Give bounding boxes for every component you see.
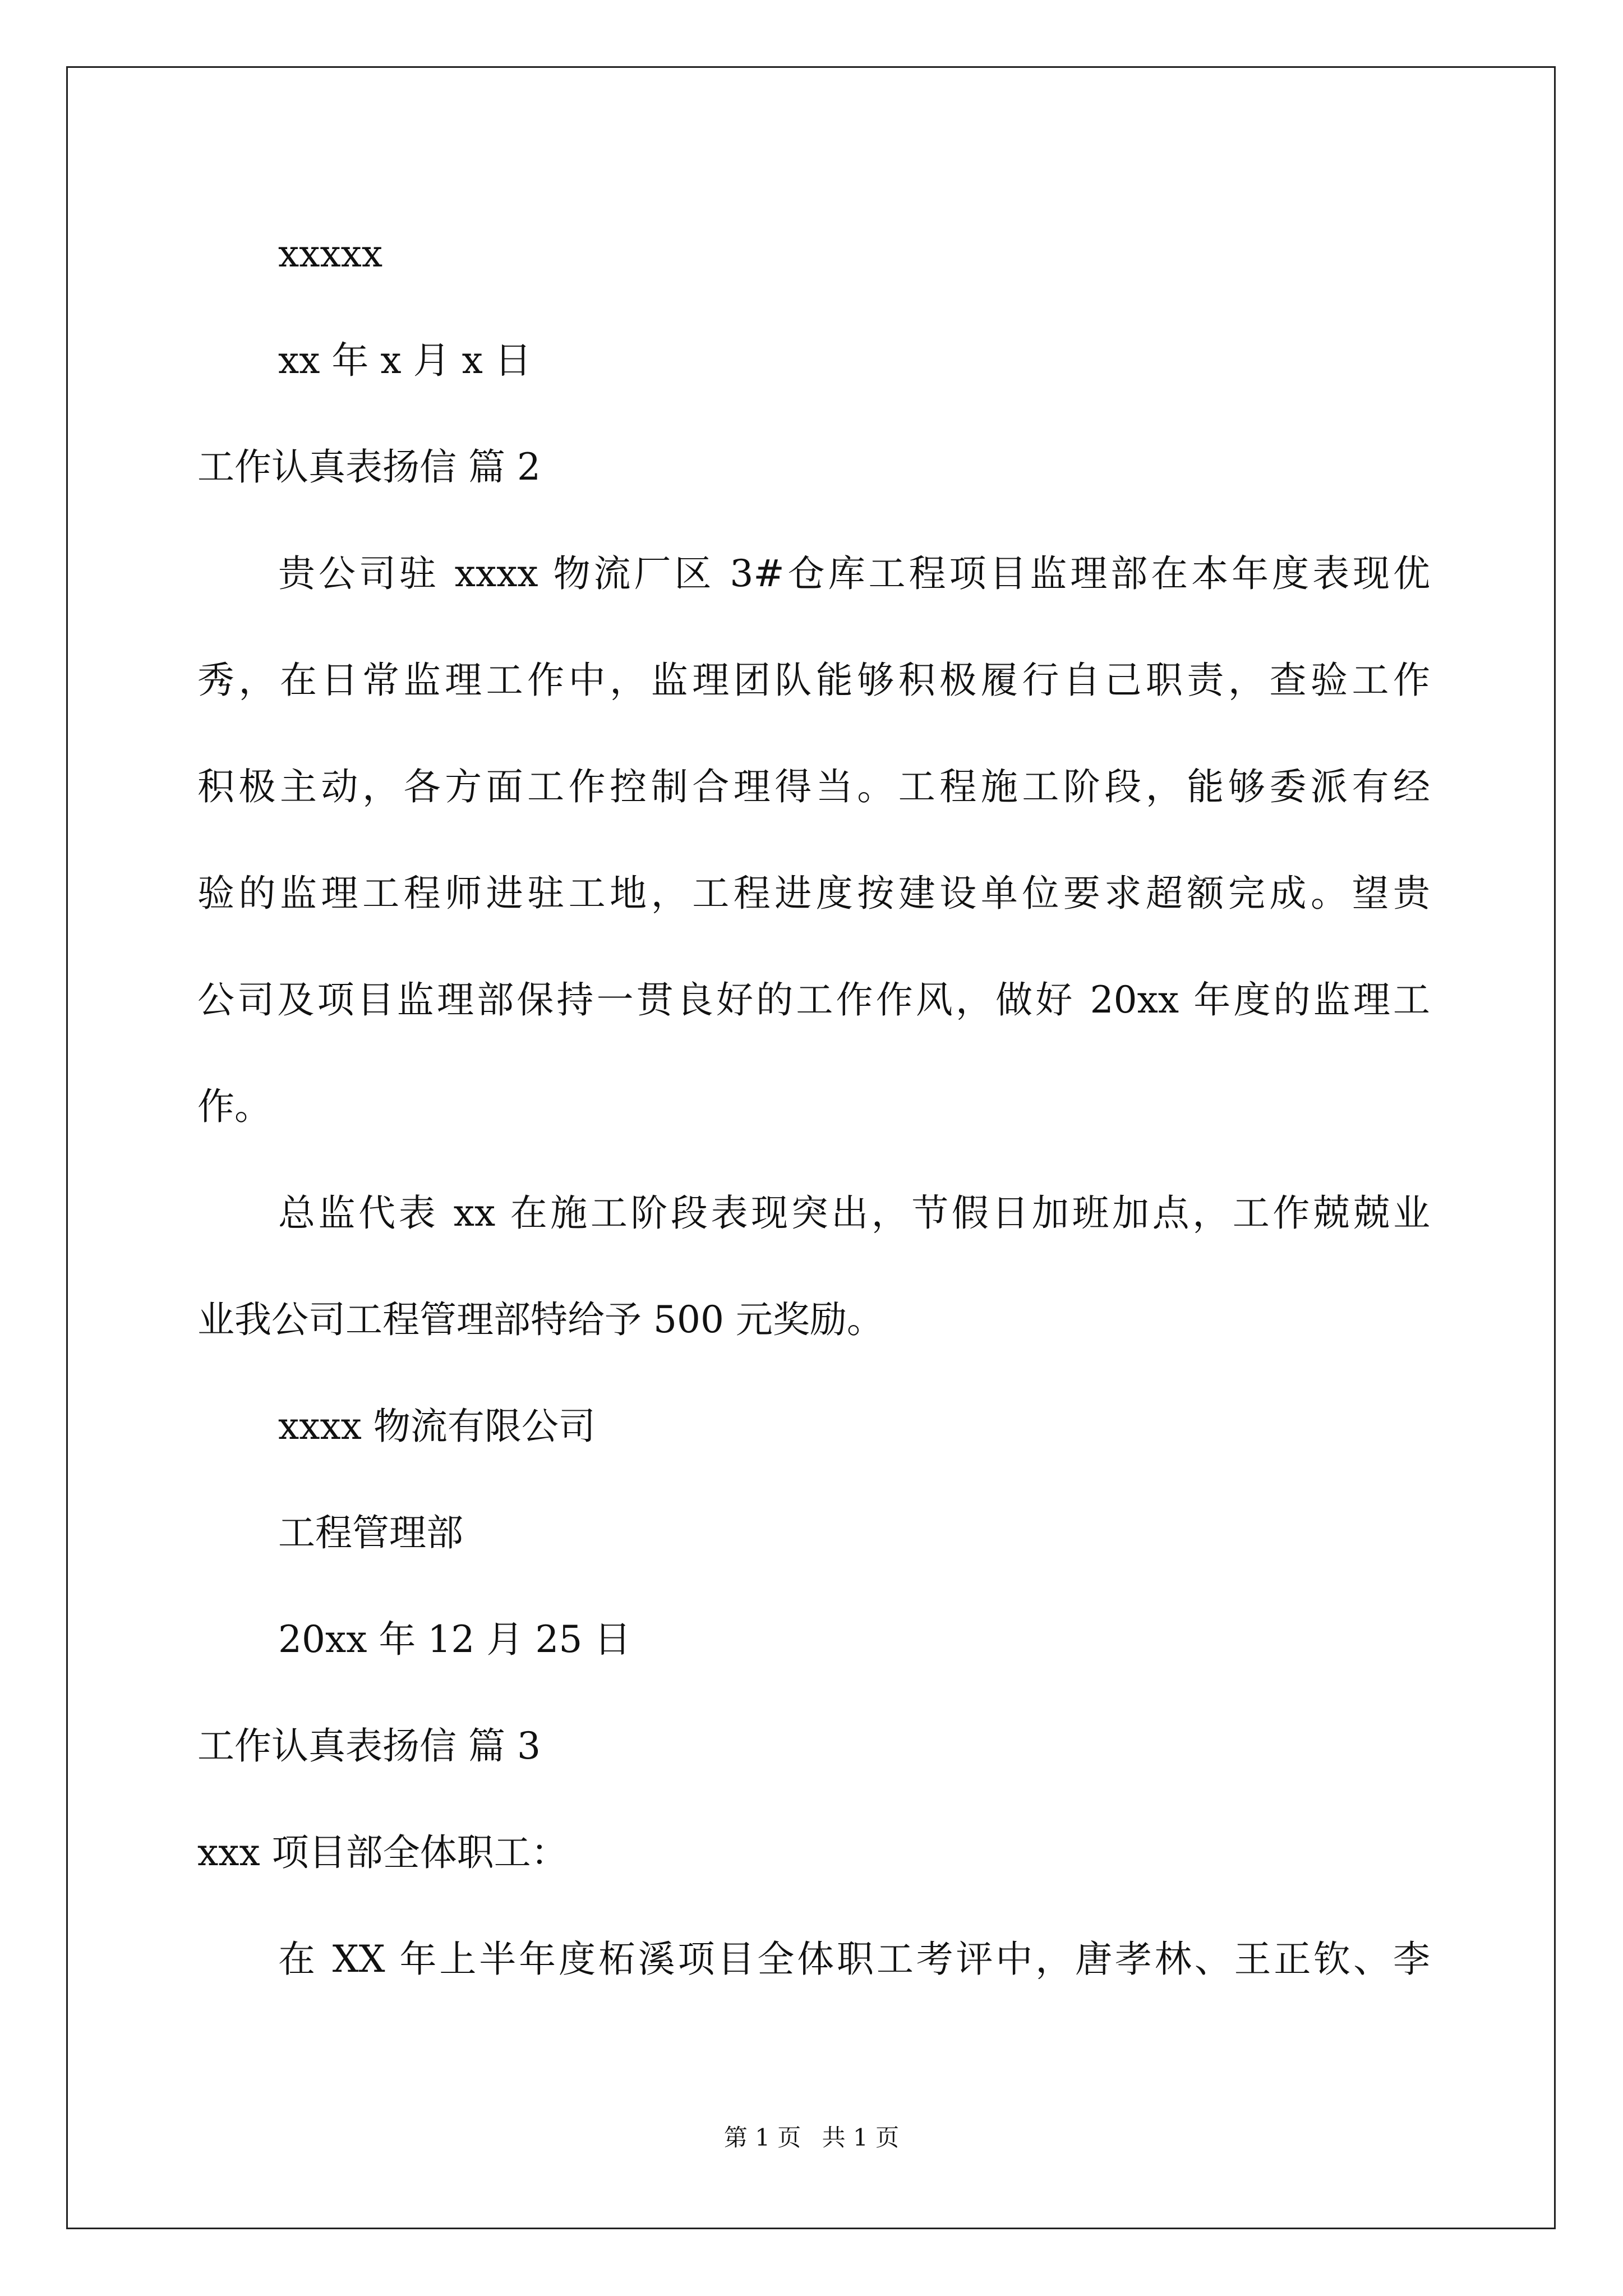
page-current: 第 1 页 [723, 2124, 801, 2151]
letter1-signature: xxxxx [278, 232, 383, 275]
letter3-para1-line: 在 XX 年上半年度柘溪项目全体职工考评中，唐孝林、王正钦、李 [278, 1938, 1430, 1981]
letter2-signature-dept: 工程管理部 [278, 1511, 463, 1554]
letter3-heading: 工作认真表扬信 篇 3 [197, 1724, 541, 1768]
letter2-signature-company: xxxx 物流有限公司 [278, 1405, 596, 1448]
letter3-salutation: xxx 项目部全体职工： [197, 1831, 568, 1874]
page-border [66, 66, 1556, 2229]
letter1-date: xx 年 x 月 x 日 [278, 339, 532, 382]
page-footer [0, 2126, 1623, 2150]
letter2-para1-line: 作。 [197, 1085, 271, 1128]
letter2-para1-line: 秀，在日常监理工作中，监理团队能够积极履行自己职责，查验工作 [197, 659, 1430, 702]
letter2-para1-line: 公司及项目监理部保持一贯良好的工作作风，做好 20xx 年度的监理工 [197, 978, 1430, 1022]
page-total: 共 1 页 [822, 2124, 900, 2151]
letter2-para1-line: 贵公司驻 xxxx 物流厂区 3#仓库工程项目监理部在本年度表现优 [278, 552, 1430, 595]
letter2-para2-line: 业我公司工程管理部特给予 500 元奖励。 [197, 1298, 884, 1341]
letter2-para2-line: 总监代表 xx 在施工阶段表现突出，节假日加班加点，工作兢兢业 [278, 1191, 1430, 1235]
letter2-heading: 工作认真表扬信 篇 2 [197, 445, 541, 489]
letter2-para1-line: 积极主动，各方面工作控制合理得当。工程施工阶段，能够委派有经 [197, 765, 1430, 808]
letter2-date: 20xx 年 12 月 25 日 [278, 1618, 631, 1661]
letter2-para1-line: 验的监理工程师进驻工地，工程进度按建设单位要求超额完成。望贵 [197, 872, 1430, 915]
